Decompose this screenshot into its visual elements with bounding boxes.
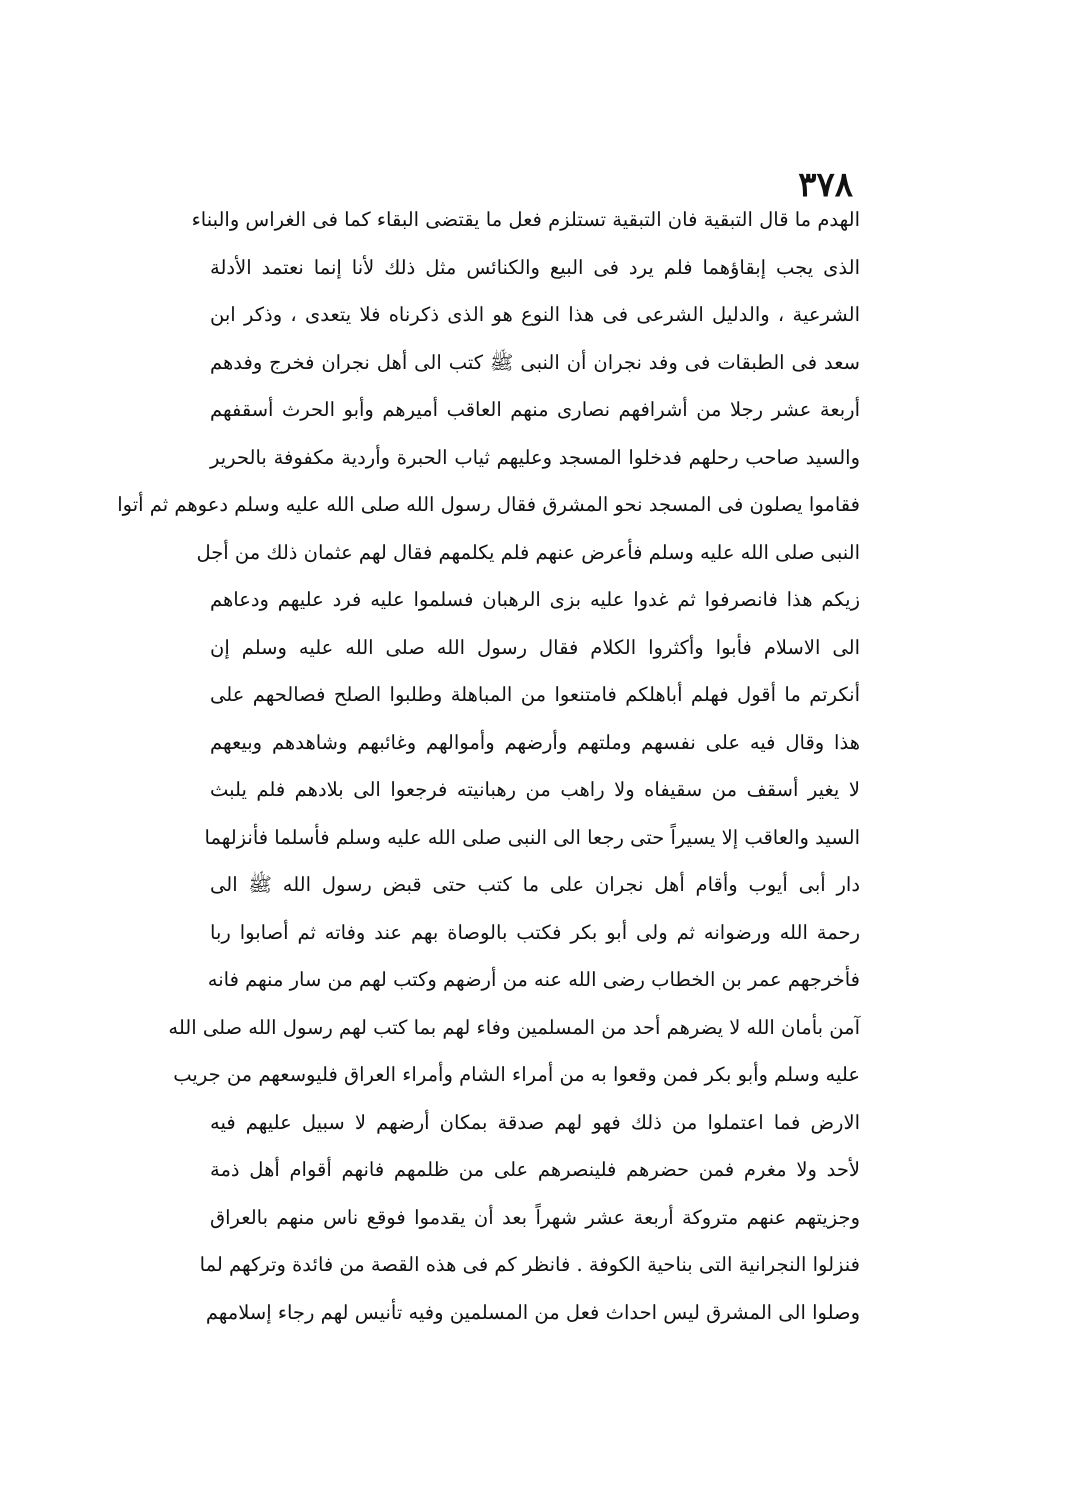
body-text [117, 196, 860, 1336]
text-line: فقاموا يصلون فى المسجد نحو المشرق فقال رسول الله صلى الله عليه وسلم دعوهم ثم أتوا [117, 493, 860, 516]
text-line: وصلوا الى المشرق ليس احداث فعل من المسلمين وفيه تأنيس لهم رجاء إسلامهم [205, 1300, 860, 1324]
text-line: لأحد ولا مغرم فمن حضرهم فلينصرهم على من ظلمهم فانهم أقوام أهل ذمة [210, 1158, 860, 1181]
text-line: والسيد صاحب رحلهم فدخلوا المسجد وعليهم ثياب الحبرة وأردية مكفوفة بالحرير [210, 445, 860, 469]
text-line: الهدم ما قال التبقية فان التبقية تستلزم فعل ما يقتضى البقاء كما فى الغراس والبناء [191, 208, 860, 231]
text-line: الى الاسلام فأبوا وأكثروا الكلام فقال رسول الله صلى الله عليه وسلم إن [210, 635, 860, 659]
text-line: وجزيتهم عنهم متروكة أربعة عشر شهراً بعد أن يقدموا فوقع ناس منهم بالعراق [210, 1205, 860, 1229]
text-line: زيكم هذا فانصرفوا ثم غدوا عليه بزى الرهبان فسلموا عليه فرد عليهم ودعاهم [210, 588, 860, 611]
text-line: آمن بأمان الله لا يضرهم أحد من المسلمين وفاء لهم بما كتب لهم رسول الله صلى الله [168, 1015, 860, 1039]
text-line: فأخرجهم عمر بن الخطاب رضى الله عنه من أرضهم وكتب لهم من سار منهم فانه [207, 968, 860, 991]
text-line: أنكرتم ما أقول فهلم أباهلكم فامتنعوا من المباهلة وطلبوا الصلح فصالحهم على [210, 683, 860, 706]
text-line: النبى صلى الله عليه وسلم فأعرض عنهم فلم يكلمهم فقال لهم عثمان ذلك من أجل [196, 540, 860, 564]
text-line: هذا وقال فيه على نفسهم وملتهم وأرضهم وأموالهم وغائبهم وشاهدهم وبيعهم [210, 730, 860, 754]
text-line: سعد فى الطبقات فى وفد نجران أن النبى ﷺ كتب الى أهل نجران فخرج وفدهم [210, 350, 860, 374]
text-line: الذى يجب إبقاؤهما فلم يرد فى البيع والكنائس مثل ذلك لأنا إنما نعتمد الأدلة [210, 255, 860, 279]
text-line: الشرعية ، والدليل الشرعى فى هذا النوع هو الذى ذكرناه فلا يتعدى ، وذكر ابن [210, 303, 860, 326]
text-line: السيد والعاقب إلا يسيراً حتى رجعا الى النبى صلى الله عليه وسلم فأسلما فأنزلهما [204, 825, 860, 849]
text-line: دار أبى أيوب وأقام أهل نجران على ما كتب حتى قبض رسول الله ﷺ الى [210, 873, 860, 896]
text-line: الارض فما اعتملوا من ذلك فهو لهم صدقة بمكان أرضهم لا سبيل عليهم فيه [210, 1110, 860, 1134]
text-line: عليه وسلم وأبو بكر فمن وقعوا به من أمراء الشام وأمراء العراق فليوسعهم من جريب [173, 1063, 860, 1086]
text-line: فنزلوا النجرانية التى بناحية الكوفة . فانظر كم فى هذه القصة من فائدة وتركهم لما [199, 1253, 860, 1276]
page-number: ٣٧٨ [798, 165, 853, 205]
text-line: لا يغير أسقف من سقيفاه ولا راهب من رهبانيته فرجعوا الى بلادهم فلم يلبث [210, 778, 860, 801]
text-line: أربعة عشر رجلا من أشرافهم نصارى منهم العاقب أميرهم وأبو الحرث أسقفهم [210, 398, 860, 421]
text-line: رحمة الله ورضوانه ثم ولى أبو بكر فكتب بالوصاة بهم عند وفاته ثم أصابوا ربا [210, 920, 860, 944]
